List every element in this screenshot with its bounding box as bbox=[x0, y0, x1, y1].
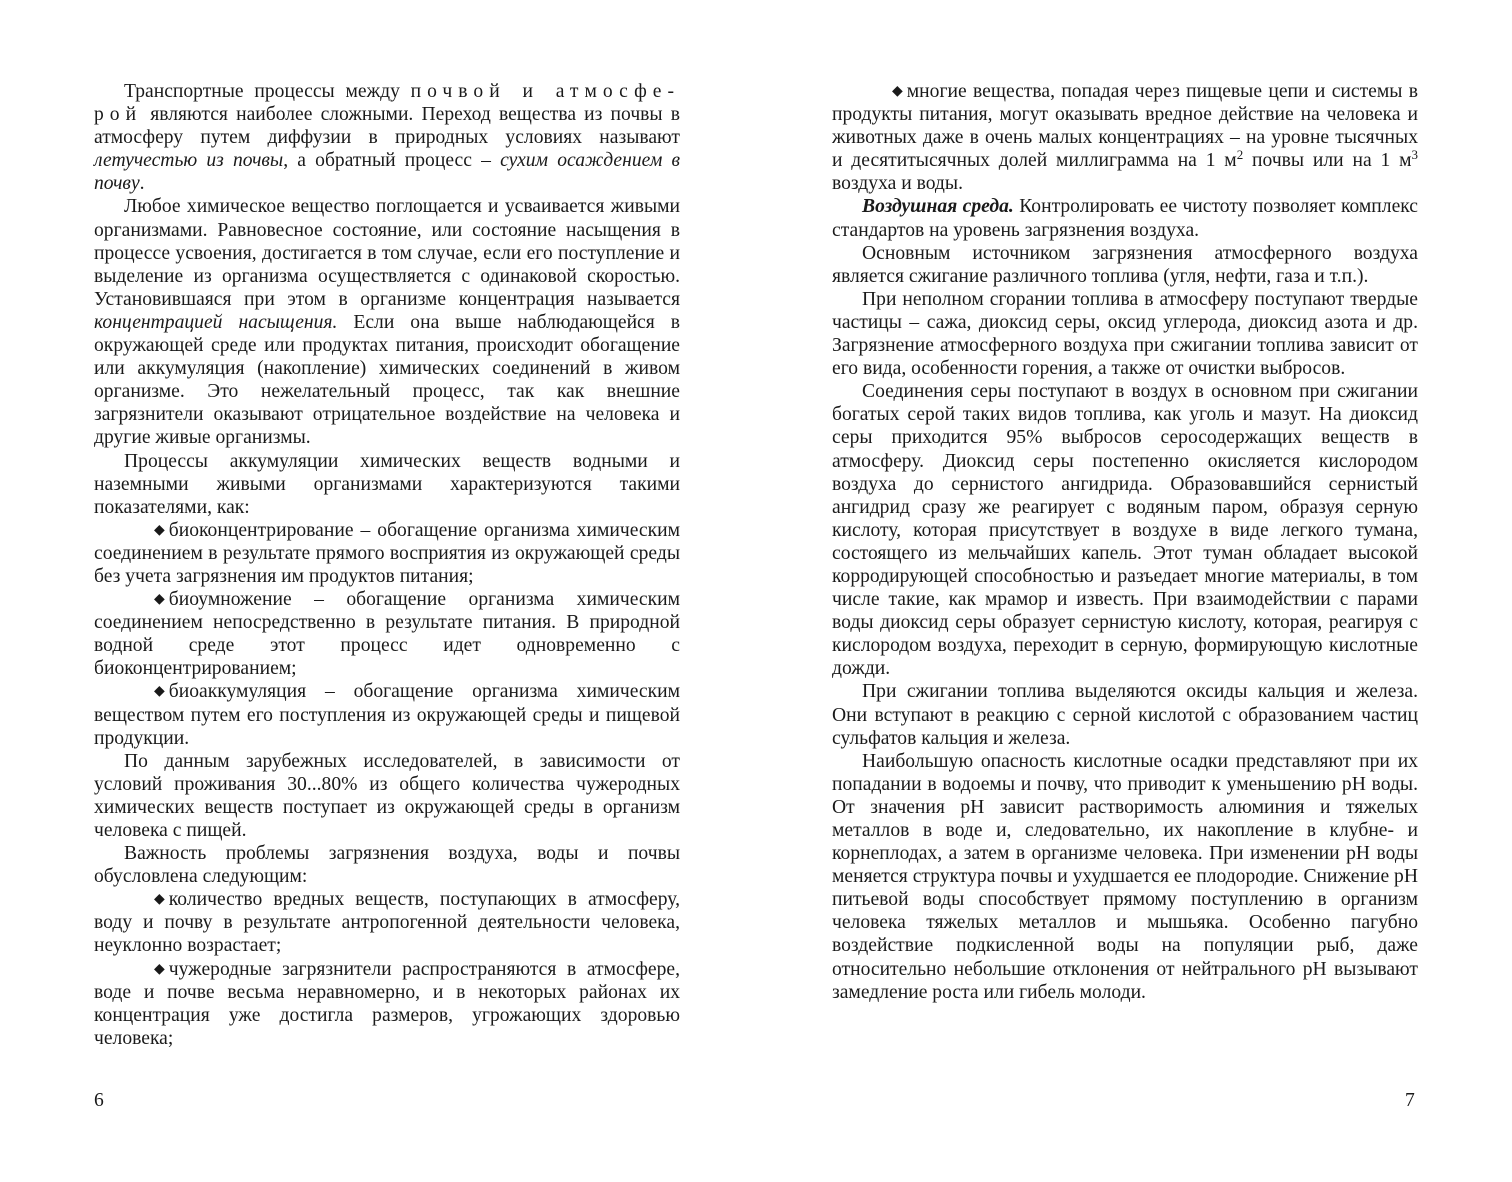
bullet-biomagnification: ◆ биоумножение – обогащение организма химическим соединением непосредственно в результате питания. В природной водной среде этот процесс идет одновременно с биоконцентрированием; bbox=[94, 589, 680, 680]
paragraph-transport: Транспортные процессы между почвой и атмосфе-рой являются наиболее сложными. Переход вещества из почвы в атмосферу путем диффузии в природных условиях называют летучестью из почвы, а обратный процесс – сухим осаждением в почву. bbox=[94, 81, 681, 195]
bullet-food-chains: ◆ многие вещества, попадая через пищевые цепи и системы в продукты питания, могут оказывать вредное действие на человека и животных даже в очень малых концентрациях – на уровне тысячных и десятитысячных долей миллиграмма на 1 $м^2$ почвы или на 1 $м^3$ воздуха и воды. bbox=[832, 81, 1418, 195]
superscript-2: 2 bbox=[1236, 147, 1244, 163]
bullet-harmful-substances: ◆ количество вредных веществ, поступающих в атмосферу, воду и почву в результате антропогенной деятельности человека, неуклонно возрастает; bbox=[94, 889, 680, 957]
paragraph-air-environment: Воздушная среда. Контролировать ее чистоту позволяет комплекс стандартов на уровень загрязнения воздуха. bbox=[832, 196, 1419, 241]
bullet-foreign-pollutants: ◆ чужеродные загрязнители распространяются в атмосфере, воде и почве весьма неравномерно, и в некоторых районах их концентрация уже достигла размеров, угрожающих здоровью человека; bbox=[94, 958, 680, 1049]
diamond-bullet-icon: ◆ bbox=[154, 892, 165, 908]
diamond-bullet-icon: ◆ bbox=[154, 961, 165, 977]
page-number-left: 6 bbox=[94, 1090, 104, 1111]
term-volatility: летучестью из почвы bbox=[94, 150, 284, 172]
spaced-phrase: почвой и атмосфе-рой bbox=[94, 81, 681, 126]
paragraph-sulfur-compounds: Соединения серы поступают в воздух в основном при сжигании богатых серой таких видов топлива, как уголь и мазут. На диоксид серы приходится 95% выбросов серосодержащих веществ в атмосферу. Диоксид серы постепенно окисляется кислородом воздуха до сернистого ангидрида. Образовавшийся сернистый ангидрид сразу же реагирует с водяным паром, образуя серную кислоту, которая присутствует в воздухе в виде легкого тумана, состоящего из мельчайших капель. Этот туман обладает высокой корродирующей способностью и разъедает многие материалы, в том числе такие, как мрамор и известь. При взаимодействии с парами воды диоксид серы образует сернистую кислоту, которая, реагируя с кислородом воздуха, переходит в серную, формирующую кислотные дожди. bbox=[832, 381, 1418, 680]
paragraph-main-source: Основным источником загрязнения атмосферного воздуха является сжигание различного топлива (угля, нефти, газа и т.п.). bbox=[832, 242, 1418, 287]
diamond-bullet-icon: ◆ bbox=[154, 522, 165, 538]
left-page bbox=[94, 80, 680, 1050]
diamond-bullet-icon: ◆ bbox=[154, 684, 165, 700]
paragraph-research: По данным зарубежных исследователей, в зависимости от условий проживания 30...80% из общего количества чужеродных химических веществ поступает из окружающей среды в организм человека с пищей. bbox=[94, 750, 680, 841]
paragraph-oxides: При сжигании топлива выделяются оксиды кальция и железа. Они вступают в реакцию с серной кислотой с образованием частиц сульфатов кальция и железа. bbox=[832, 681, 1418, 749]
superscript-3: 3 bbox=[1411, 147, 1418, 163]
paragraph-incomplete-combustion: При неполном сгорании топлива в атмосферу поступают твердые частицы – сажа, диоксид серы, оксид углерода, диоксид азота и др. Загрязнение атмосферного воздуха при сжигании топлива зависит от его вида, особенности горения, а также от очистки выбросов. bbox=[832, 288, 1418, 380]
bullet-bioconcentration: ◆ биоконцентрирование – обогащение организма химическим соединением в результате прямого восприятия из окружающей среды без учета загрязнения им продуктов питания; bbox=[94, 519, 680, 587]
term-saturation-concentration: концентрацией насыщения. bbox=[94, 311, 338, 333]
diamond-bullet-icon: ◆ bbox=[154, 592, 165, 608]
page-number-right: 7 bbox=[1405, 1090, 1415, 1111]
diamond-bullet-icon: ◆ bbox=[892, 84, 903, 99]
section-heading-air: Воздушная среда. bbox=[862, 196, 1014, 218]
right-page bbox=[832, 80, 1418, 1004]
bullet-bioaccumulation: ◆ биоаккумуляция – обогащение организма химическим веществом путем его поступления из окружающей среды и пищевой продукции. bbox=[94, 681, 680, 749]
paragraph-importance: Важность проблемы загрязнения воздуха, воды и почвы обусловлена следующим: bbox=[94, 843, 680, 888]
paragraph-accumulation: Процессы аккумуляции химических веществ водными и наземными живыми организмами характеризуются такими показателями, как: bbox=[94, 450, 680, 518]
term-dry-deposition: сухим осаждением в почву bbox=[94, 150, 681, 195]
paragraph-acid-precipitation: Наибольшую опасность кислотные осадки представляют при их попадании в водоемы и почву, что приводит к уменьшению pH воды. От значения pH зависит растворимость алюминия и тяжелых металлов в воде и, следовательно, их накопление в клубне- и корнеплодах, а затем в организме человека. При изменении pH воды меняется структура почвы и ухудшается ее плодородие. Снижение pH питьевой воды способствует прямому поступлению в организм человека тяжелых металлов и мышьяка. Особенно пагубно воздействие подкисленной воды на популяции рыб, даже относительно небольшие отклонения от нейтрального pH вызывают замедление роста или гибель молоди. bbox=[832, 750, 1418, 1003]
paragraph-saturation: Любое химическое вещество поглощается и усваивается живыми организмами. Равновесное состояние, или состояние насыщения в процессе усвоения, достигается в том случае, если его поступление и выделение из организма осуществляется с одинаковой скоростью. Установившаяся при этом в организме концентрация называется концентрацией насыщения. Если она выше наблюдающейся в окружающей среде или продуктах питания, происходит обогащение или аккумуляция (накопление) химических соединений в живом организме. Это нежелательный процесс, так как внешние загрязнители оказывают отрицательное воздействие на человека и другие живые организмы. bbox=[94, 196, 680, 449]
